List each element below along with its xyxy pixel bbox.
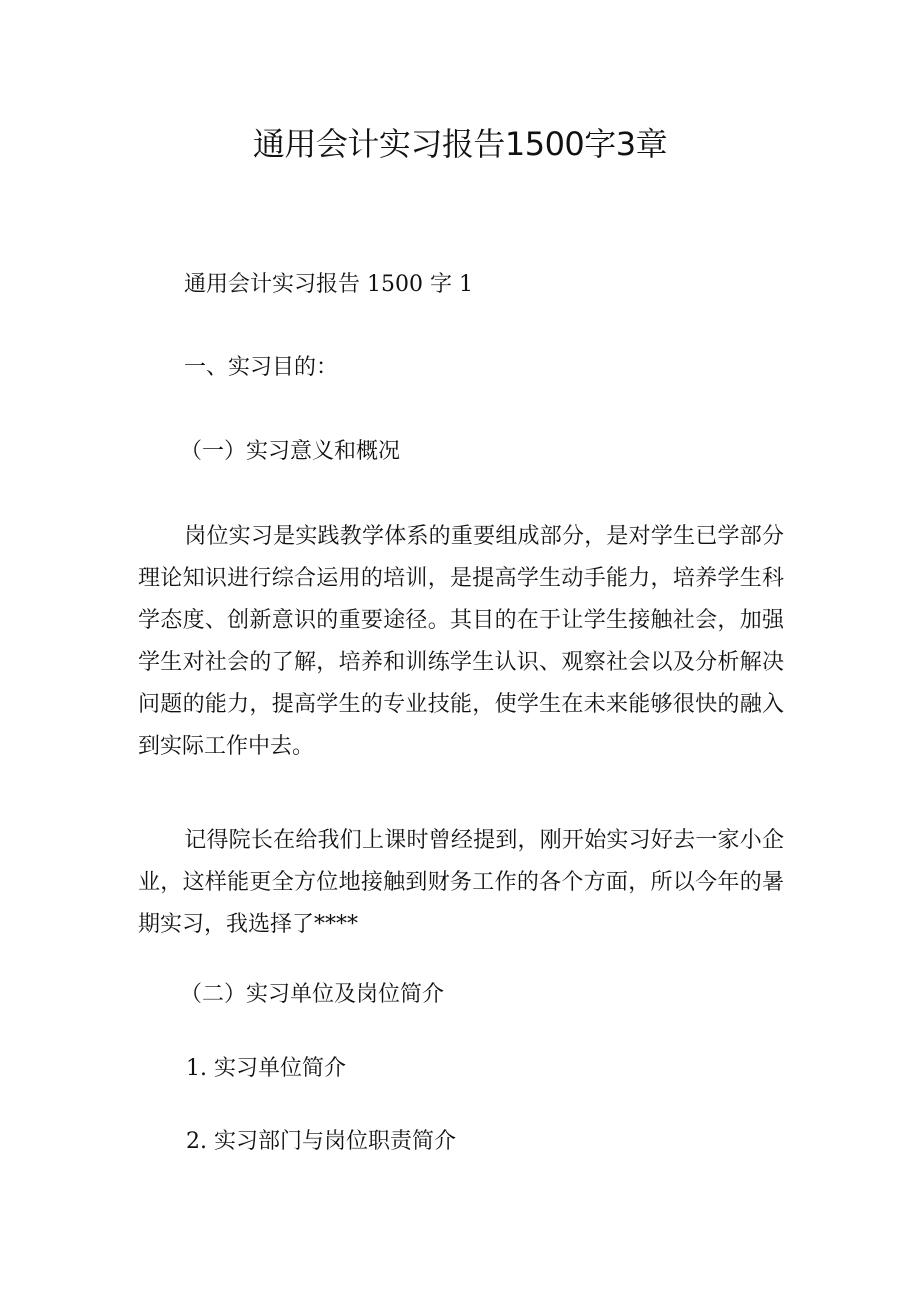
paragraph-text: 记得院长在给我们上课时曾经提到，刚开始实习好去一家小企业，这样能更全方位地接触到财务工作的各个方面，所以今年的暑期实习，我选择了**** <box>138 828 784 937</box>
list-item-unit-intro: 1. 实习单位简介 <box>186 1056 346 1081</box>
paragraph-company-choice <box>138 820 784 946</box>
list-item-department-intro: 2. 实习部门与岗位职责简介 <box>186 1129 456 1154</box>
section-heading-purpose: 一、实习目的： <box>184 355 339 380</box>
paragraph-internship-significance <box>138 516 784 768</box>
report-subtitle: 通用会计实习报告 1500 字 1 <box>184 272 473 297</box>
document-title: 通用会计实习报告1500字3章 <box>252 125 668 163</box>
subsection-heading-unit: （二）实习单位及岗位简介 <box>180 982 445 1007</box>
subsection-heading-significance: （一）实习意义和概况 <box>180 439 401 464</box>
paragraph-text: 岗位实习是实践教学体系的重要组成部分，是对学生已学部分理论知识进行综合运用的培训，是提高学生动手能力，培养学生科学态度、创新意识的重要途径。其目的在于让学生接触社会，加强学生对社会的了解，培养和训练学生认识、观察社会以及分析解决问题的能力，提高学生的专业技能，使学生在未来能够很快的融入到实际工作中去。 <box>138 524 784 759</box>
